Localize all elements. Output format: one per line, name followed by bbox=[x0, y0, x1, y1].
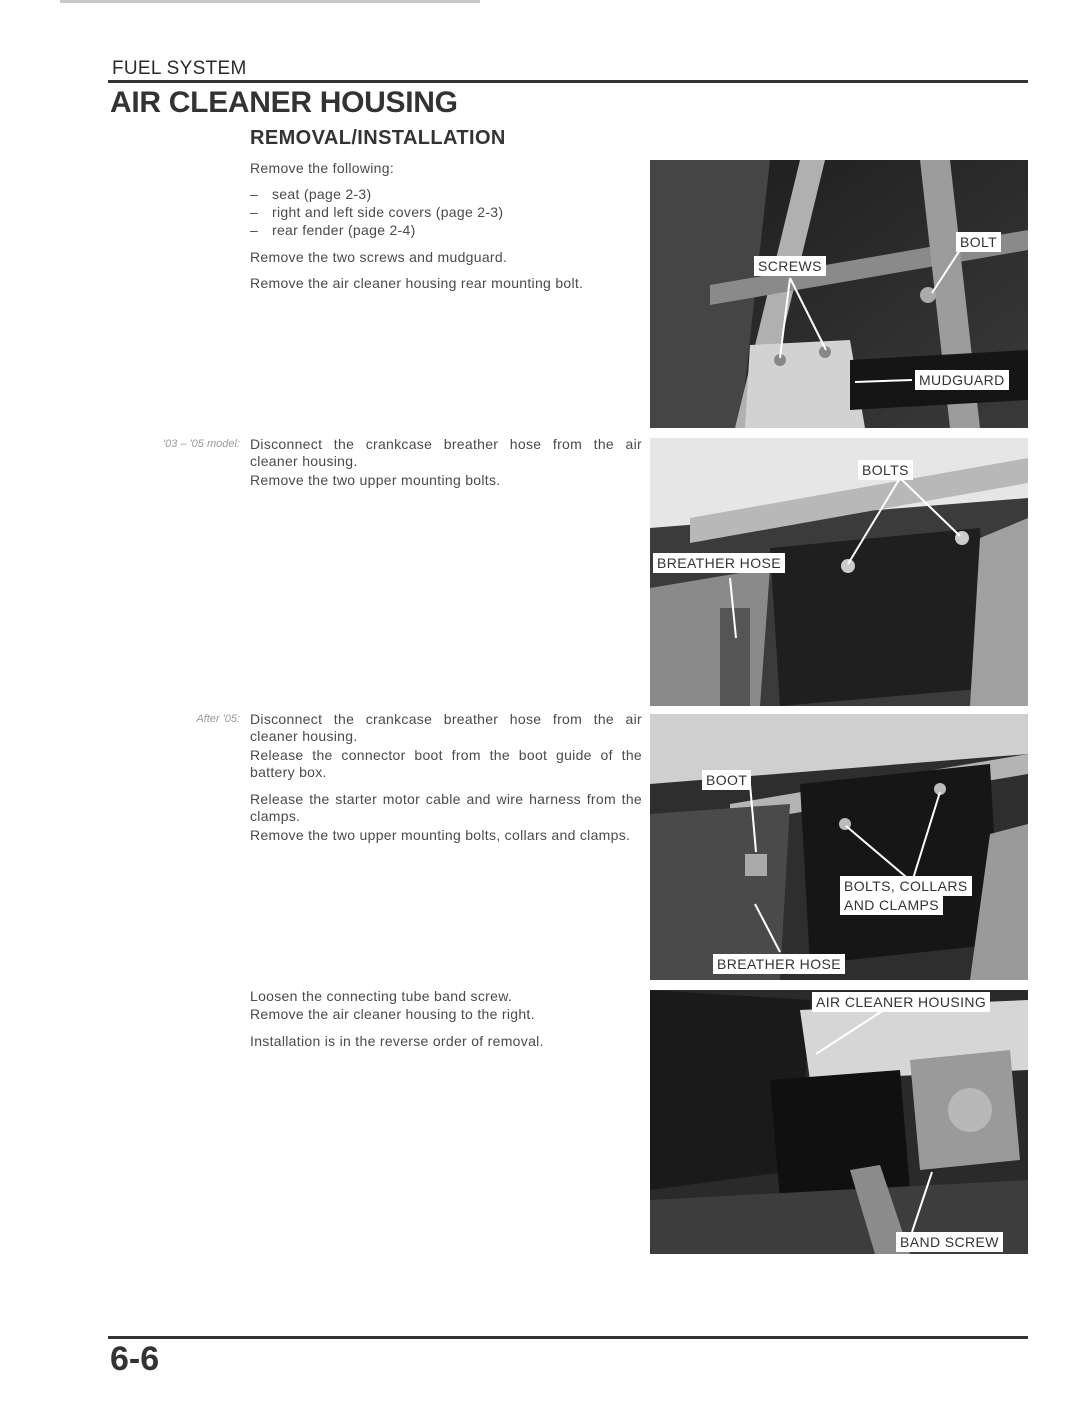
list-item: – seat (page 2-3) bbox=[250, 186, 372, 202]
list-item: – right and left side covers (page 2-3) bbox=[250, 204, 504, 220]
footer-rule bbox=[108, 1336, 1028, 1339]
photo-boot-clamps bbox=[650, 714, 1028, 980]
page-subtitle: REMOVAL/INSTALLATION bbox=[250, 127, 506, 149]
instruction-text: Release the starter motor cable and wire harness from the clamps. bbox=[250, 791, 642, 824]
instruction-text: Installation is in the reverse order of removal. bbox=[250, 1033, 544, 1049]
photo-label: BREATHER HOSE bbox=[653, 553, 785, 573]
instruction-text: Remove the air cleaner housing to the right. bbox=[250, 1006, 535, 1022]
photo-label: BOLTS, COLLARS bbox=[840, 876, 972, 896]
photo-label: BREATHER HOSE bbox=[713, 954, 845, 974]
model-note: '03 – '05 model: bbox=[163, 438, 240, 450]
photo-label: BOOT bbox=[702, 770, 751, 790]
section-heading: FUEL SYSTEM bbox=[112, 58, 247, 79]
list-item-text: rear fender (page 2-4) bbox=[272, 222, 416, 238]
header-rule bbox=[108, 80, 1028, 83]
instruction-text: Loosen the connecting tube band screw. bbox=[250, 988, 513, 1004]
photo-label: BAND SCREW bbox=[896, 1232, 1003, 1252]
top-decorative-strip bbox=[60, 0, 480, 3]
page-title: AIR CLEANER HOUSING bbox=[110, 86, 458, 119]
photo-air-cleaner-housing bbox=[650, 990, 1028, 1254]
instruction-text: Remove the two screws and mudguard. bbox=[250, 249, 508, 265]
photo-label: BOLT bbox=[956, 232, 1001, 252]
instruction-text: Remove the air cleaner housing rear mounting bolt. bbox=[250, 275, 584, 291]
instruction-text: Disconnect the crankcase breather hose from the air cleaner housing. bbox=[250, 711, 642, 744]
list-item-text: right and left side covers (page 2-3) bbox=[272, 204, 504, 220]
instruction-text: Release the connector boot from the boot guide of the battery box. bbox=[250, 747, 642, 780]
instruction-text: Remove the two upper mounting bolts, collars and clamps. bbox=[250, 827, 631, 843]
photo-label: BOLTS bbox=[858, 460, 913, 480]
intro-text: Remove the following: bbox=[250, 160, 395, 176]
photo-label: MUDGUARD bbox=[915, 370, 1009, 390]
photo-label: AND CLAMPS bbox=[840, 895, 943, 915]
list-item: – rear fender (page 2-4) bbox=[250, 222, 416, 238]
instruction-text: Remove the two upper mounting bolts. bbox=[250, 472, 501, 488]
photo-label: AIR CLEANER HOUSING bbox=[812, 992, 990, 1012]
photo-label: SCREWS bbox=[754, 256, 826, 276]
photo-mudguard bbox=[650, 160, 1028, 428]
model-note: After '05: bbox=[196, 713, 240, 725]
page-number: 6-6 bbox=[110, 1340, 160, 1378]
list-item-text: seat (page 2-3) bbox=[272, 186, 372, 202]
photo-breather-hose bbox=[650, 438, 1028, 706]
instruction-text: Disconnect the crankcase breather hose from the air cleaner housing. bbox=[250, 436, 642, 469]
